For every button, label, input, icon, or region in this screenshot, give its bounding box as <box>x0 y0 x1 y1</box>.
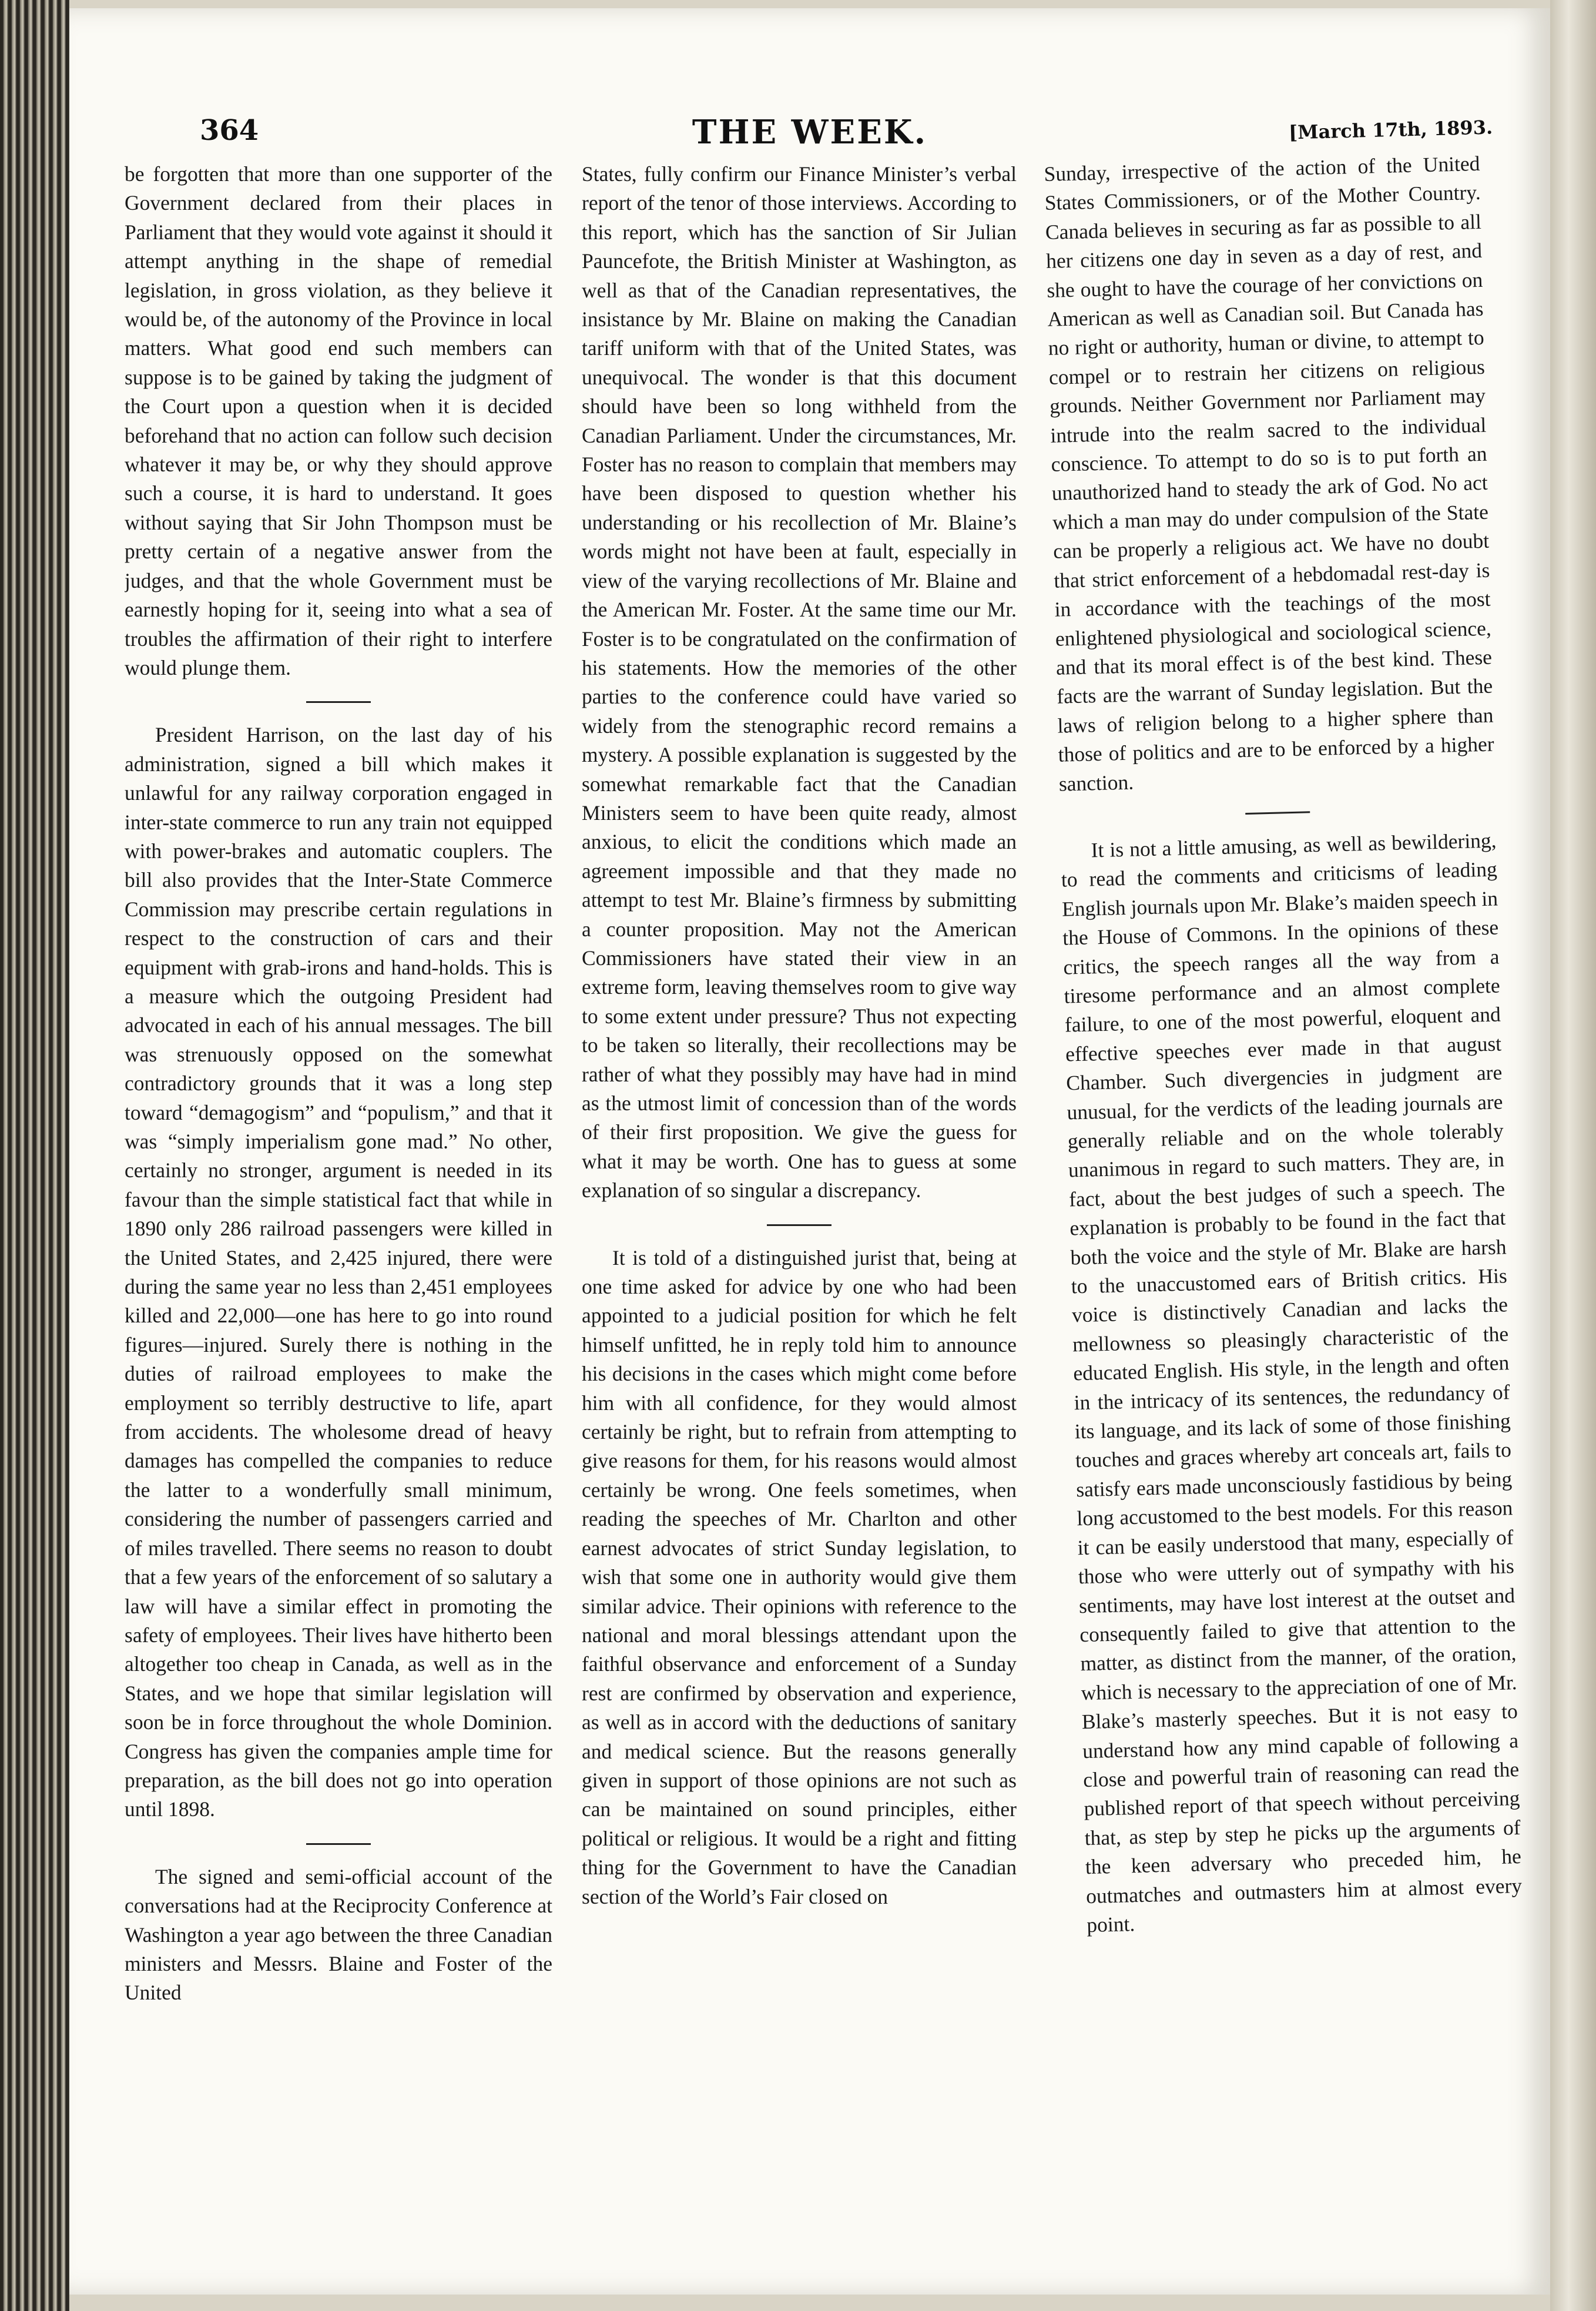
column-left <box>125 160 552 2264</box>
article-paragraph: It is told of a distinguished jurist that, being at one time asked for advice by one who had been appointed to a judicial position for which he felt himself unfitted, he in reply told him to announce his decisions in the cases which might come before him with all confidence, for they would almost certainly be right, but to refrain from attempting to give reasons for them, for his reasons would almost certainly be wrong. One feels sometimes, when reading the speeches of Mr. Charlton and other earnest advocates of strict Sunday legislation, to wish that some one in authority would give them similar advice. Their opinions with reference to the national and moral blessings attendant upon the faithful observance and enforcement of a Sunday rest are confirmed by observation and experience, as well as in accord with the deductions of sanitary and medical science. But the reasons generally given in support of those opinions are not such as can be maintained on sound principles, either political or religious. It would be a right and fitting thing for the Government to have the Canadian section of the World’s Fair closed on <box>582 1245 1017 1908</box>
section-divider <box>1245 811 1310 815</box>
article-paragraph: It is not a little amusing, as well as bewildering, to read the comments and criticisms of leading English journals upon Mr. Blake’s maiden speech in the House of Commons. In the opinions of these critics, the speech ranges all the way from a tiresome performance and an almost complete failure, to one of the most powerful, eloquent and effective speeches ever made in that august Chamber. Such divergencies in judgment are unusual, for the verdicts of the leading journals are generally reliable and on the whole tolerably unanimous in regard to such matters. They are, in fact, about the best judges of such a speech. The explanation is probably to be found in the fact that both the voice and the style of Mr. Blake are harsh to the unaccustomed ears of British critics. His voice is distinctively Canadian and lacks the mellowness so pleasingly characteristic of the educated English. His style, in the length and often in the intricacy of its sentences, the redundancy of its language, and its lack of some of those finishing touches and graces whereby art conceals art, fails to satisfy ears made unconsciously fastidious by being long accustomed to the best models. For this reason it can be easily understood that many, especially of those who were utterly out of sympathy with his sentiments, may have lost interest at the outset and consequently failed to give that attention to the matter, as distinct from the manner, of the oration, which is necessary to the appreciation of one of Mr. Blake’s masterly speeches. But it is not easy to understand how any mind capable of following a close and powerful train of reasoning can read the published report of that speech without perceiving that, as step by step he picks up the arguments of the keen adversary who preceded him, he outmatches and outmasters him at almost every point. <box>1061 828 1523 1937</box>
column-middle <box>582 160 1017 2264</box>
section-divider <box>306 701 371 703</box>
article-paragraph: Sunday, irrespective of the action of the United States Commissioners, or of the Mother Country. Canada believes in securing as far as possible to all her citizens one day in seven as a day of rest, and she ought to have the courage of her convictions on American as well as Canadian soil. But Canada has no right or authority, human or divine, to attempt to compel or to restrain her citizens on religious grounds. Neither Government nor Parliament may intrude into the realm sacred to the individual conscience. To attempt to do so is to put forth an unauthorized hand to steady the ark of God. No act which a man may do under compulsion of the State can be properly a religious act. We have no doubt that strict enforcement of a hebdomadal rest-day is in accordance with the teachings of the most enlightened physiological and sociological science, and that its moral effect is of the best kind. These facts are the warrant of Sunday legislation. But the laws of religion belong to a higher sphere than those of politics and are to be enforced by a higher sanction. <box>1044 151 1494 796</box>
book-binding-edge <box>0 0 69 2311</box>
section-divider <box>767 1224 831 1226</box>
page-right-edge <box>1550 0 1596 2311</box>
section-divider <box>306 1843 371 1845</box>
article-paragraph: States, fully confirm our Finance Minister’s verbal report of the tenor of those interviews. According to this report, which has the sanction of Sir Julian Pauncefote, the British Minister at Washington, as well as that of the Canadian representatives, the insistance by Mr. Blaine on making the Canadian tariff uniform with that of the United States, was unequivocal. The wonder is that this document should have been so long withheld from the Canadian Parliament. Under the circumstances, Mr. Foster has no reason to complain that members may have been disposed to question whether his understanding or his recollection of Mr. Blaine’s words might not have been at fault, especially in view of the varying recollections of Mr. Blaine and the American Mr. Foster. At the same time our Mr. Foster is to be congratulated on the confirmation of his statements. How the memories of the other parties to the conference could have varied so widely from the stenographic record remains a mystery. A possible explanation is suggested by the somewhat remarkable fact that the Canadian Ministers seem to have been quite ready, almost anxious, to elicit the conditions which made an agreement impossible and that they made no attempt to test Mr. Blaine’s firmness by submitting a counter proposition. May not the American Commissioners have stated their view in an extreme form, leaving themselves room to give way to some extent under pressure? Thus not expecting to be taken so literally, their recollections may be rather of what they possibly may have had in mind as the utmost limit of concession than of the words of their first proposition. We give the guess for what it may be worth. One has to guess at some explanation of so singular a discrepancy. <box>582 162 1017 1203</box>
page-title: THE WEEK. <box>692 113 928 152</box>
column-right <box>1044 149 1531 2263</box>
article-paragraph: be forgotten that more than one supporter of the Government declared from their places in Parliament that they would vote against it should it attempt anything in the shape of remedial legislation, in gross violation, as they believe it would be, of the autonomy of the Province in local matters. What good end such members can suppose is to be gained by taking the judgment of the Court upon a question when it is decided beforehand that no action can follow such decision whatever it may be, or why they should approve such a course, it is hard to understand. It goes without saying that Sir John Thompson must be pretty certain of a negative answer from the judges, and that the whole Government must be earnestly hoping for it, seeing into what a sea of troubles the affirmation of their right to interfere would plunge them. <box>125 162 552 679</box>
article-paragraph: President Harrison, on the last day of his administration, signed a bill which makes it unlawful for any railway corporation engaged in inter-state commerce to run any train not equipped with power-brakes and automatic couplers. The bill also provides that the Inter-State Commerce Commission may prescribe certain regulations in respect to the construction of cars and their equipment with grab-irons and hand-holds. This is a measure which the outgoing President had advocated in each of his annual messages. The bill was strenuously opposed on the somewhat contradictory grounds that it was a long step toward “demagogism” and “populism,” and that it was “simply imperialism gone mad.” No other, certainly no stronger, argument is needed in its favour than the simple statistical fact that while in 1890 only 286 railroad passengers were killed in the United States, and 2,425 injured, there were during the same year no less than 2,451 employees killed and 22,000—one has here to go into round figures—injured. Surely there is nothing in the duties of railroad employees to make the employment so terribly destructive to life, apart from accidents. The wholesome dread of heavy damages has compelled the companies to reduce the latter to a wonderfully small minimum, considering the number of passengers carried and of miles travelled. There seems no reason to doubt that a few years of the enforcement of so salutary a law will have a similar effect in promoting the safety of employees. Their lives have hitherto been altogether too cheap in Canada, as well as in the States, and we hope that similar legislation will soon be in force throughout the whole Dominion. Congress has given the companies ample time for preparation, as the bill does not go into operation until 1898. <box>125 723 552 1821</box>
article-paragraph: The signed and semi-official account of the conversations had at the Reciprocity Conference at Washington a year ago between the three Canadian ministers and Messrs. Blaine and Foster of the United <box>125 1864 552 2005</box>
page-number: 364 <box>200 114 259 147</box>
issue-date: [March 17th, 1893. <box>1288 116 1493 144</box>
